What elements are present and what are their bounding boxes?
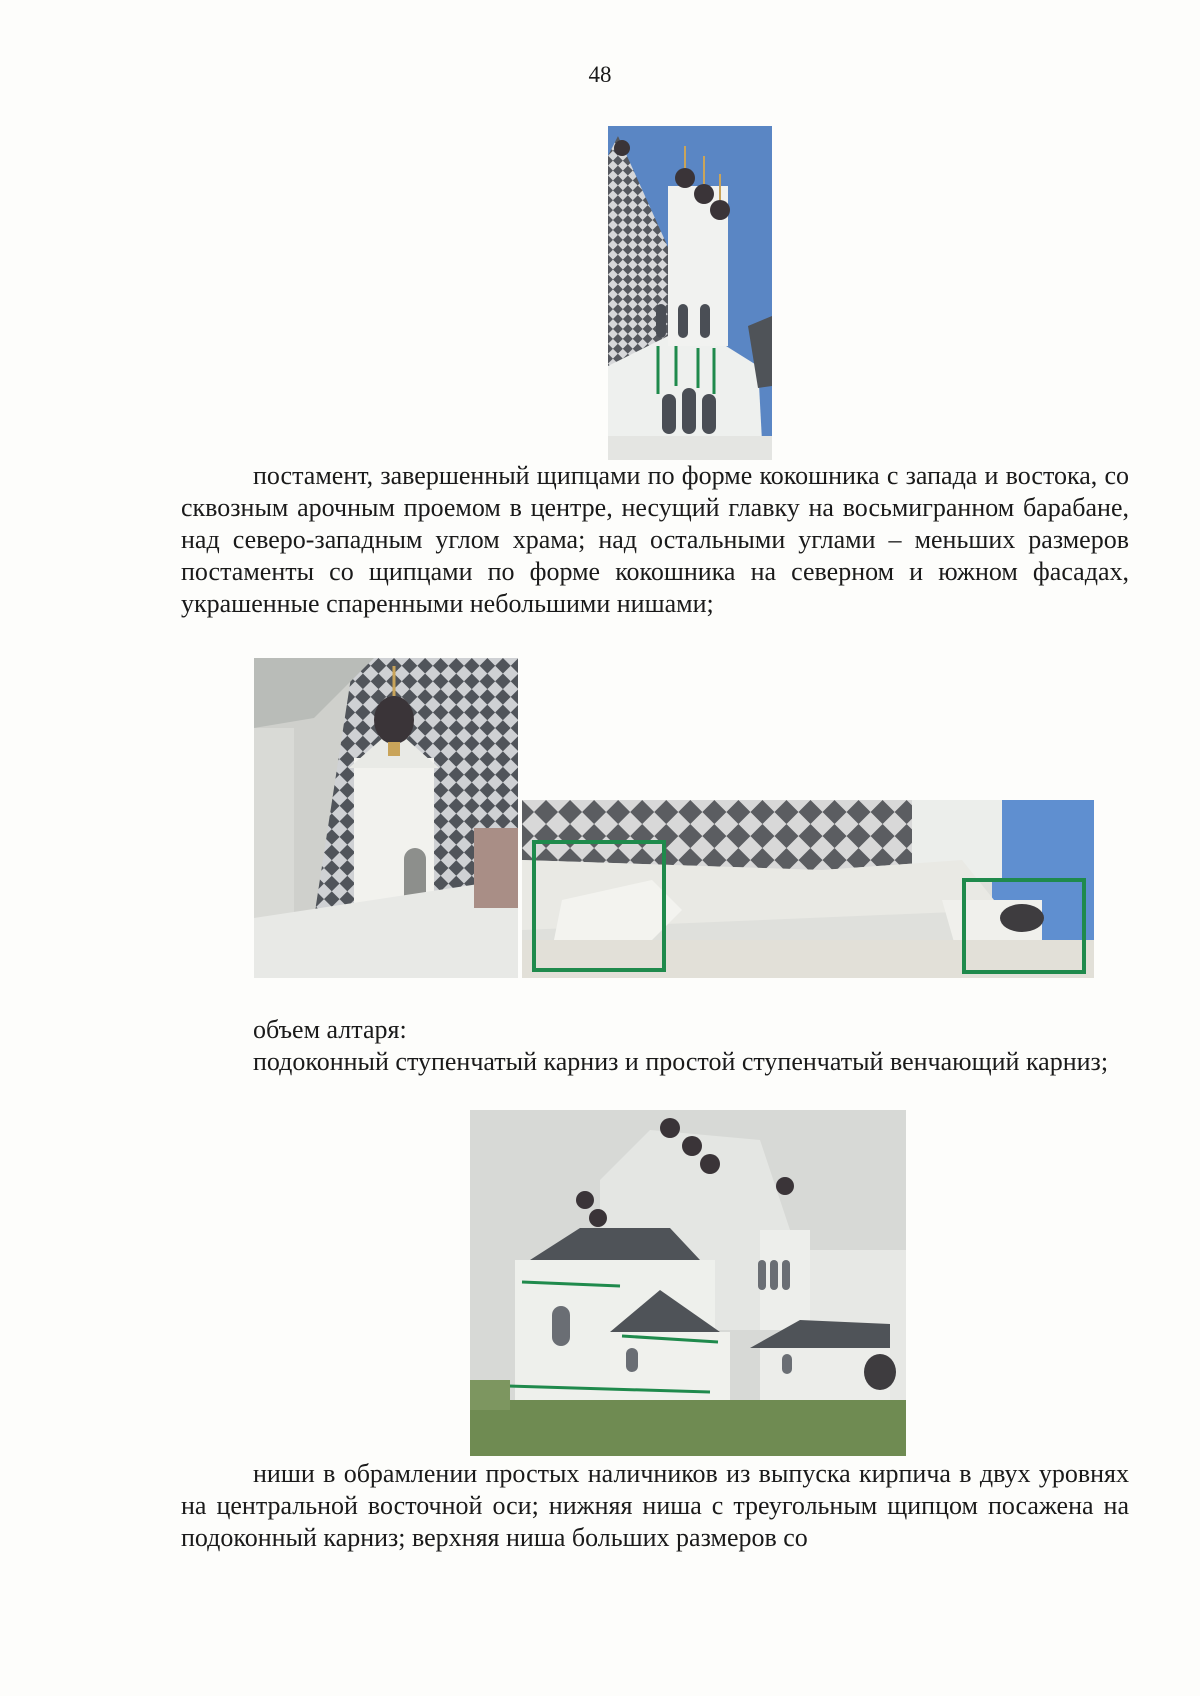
heading-altar-volume: объем алтаря:: [253, 1015, 407, 1044]
paragraph-pedestal: постамент, завершенный щипцами по форме кокошника с запада и востока, со сквозным арочным проемом в центре, несущий главку на восьмигранном барабане, над северо-западным углом храма; над остальными углами – меньших размеров постаменты со щипцами по форме кокошника на северном и южном фасадах, украшенные спаренными небольшими нишами;: [181, 461, 1129, 618]
photo-church-east-view: [470, 1110, 906, 1456]
paragraph-niches: ниши в обрамлении простых наличников из выпуска кирпича в двух уровнях на центральной восточной оси; нижняя ниша с треугольным щипцом посажена на подоконный карниз; верхняя ниша больших размеров со: [181, 1459, 1129, 1552]
photo-roofline-niches: [522, 800, 1094, 978]
photo-tower-pedestal: [608, 126, 772, 460]
page-number: 48: [588, 62, 612, 87]
paragraph-cornice: подоконный ступенчатый карниз и простой ступенчатый венчающий карниз;: [253, 1047, 1109, 1076]
photo-corner-pedestal: [254, 658, 518, 978]
